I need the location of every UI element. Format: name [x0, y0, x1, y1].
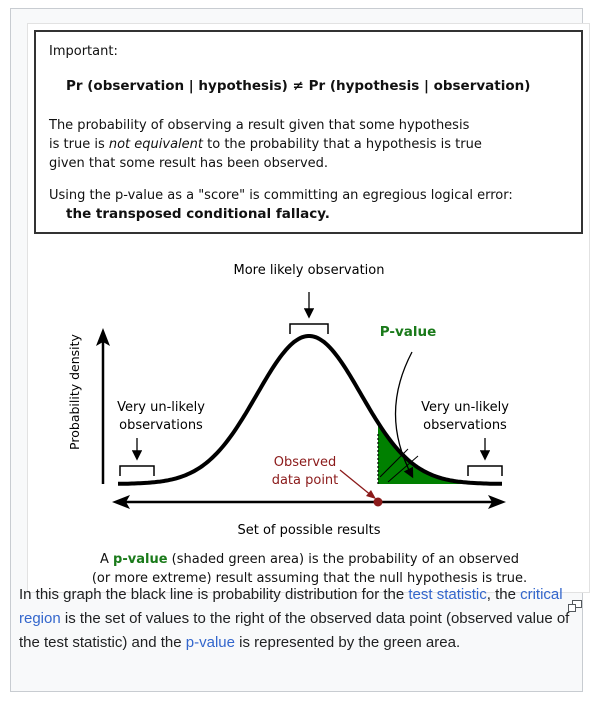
figure-caption-b: (shaded green area) is the probability of an observed	[167, 552, 519, 567]
thumbnail-caption	[19, 583, 574, 655]
p-value-link[interactable]: p-value	[185, 634, 235, 651]
figure-image[interactable]	[27, 23, 590, 593]
observed-arrow	[340, 470, 372, 496]
important-heading: Important:	[49, 44, 118, 59]
p-value-label: P-value	[379, 324, 437, 340]
caption-text-4: is represented by the green area.	[234, 634, 461, 651]
left-tail-bracket	[120, 466, 154, 476]
fallacy-line-1: Using the p-value as a "score" is committing an egregious logical error:	[49, 188, 513, 203]
caption-text-2: , the	[486, 586, 521, 603]
x-axis-label: Set of possible results	[237, 523, 381, 538]
explanation-line-2a: is true is	[49, 137, 109, 152]
observed-data-point	[374, 498, 383, 507]
left-unlikely-line-1: Very un-likely	[117, 400, 205, 415]
explanation-paragraph	[49, 116, 569, 173]
figure-caption-pvalue: p-value	[113, 552, 168, 567]
caption-text-3: is the set of values to the right of the observed data point (observed value of the test statistic) and the	[19, 610, 570, 651]
right-tail-bracket	[468, 466, 502, 476]
test-statistic-link[interactable]: test statistic	[408, 586, 487, 603]
observed-arrowhead	[366, 490, 376, 499]
critical-region-link[interactable]: critical region	[19, 586, 563, 627]
right-unlikely-line-2: observations	[423, 418, 507, 433]
explanation-line-1: The probability of observing a result given that some hypothesis	[49, 118, 470, 133]
right-unlikely-line-1: Very un-likely	[421, 400, 509, 415]
fallacy-paragraph	[49, 186, 569, 224]
peak-bracket	[290, 324, 328, 334]
important-note-box	[34, 30, 583, 234]
left-unlikely-line-2: observations	[119, 418, 203, 433]
caption-text-1: In this graph the black line is probability distribution for the	[19, 586, 409, 603]
explanation-line-2b: to the probability that a hypothesis is true	[203, 137, 482, 152]
distribution-diagram	[28, 244, 591, 544]
fallacy-name: the transposed conditional fallacy.	[66, 206, 330, 222]
observed-label-line-1: Observed	[273, 455, 337, 470]
explanation-emphasis: not equivalent	[108, 137, 203, 152]
y-axis-label: Probability density	[67, 334, 82, 450]
figure-caption-a: A	[100, 552, 114, 567]
explanation-line-3: given that some result has been observed.	[49, 156, 329, 171]
figure-caption-c: (or more extreme) result assuming that the null hypothesis is true.	[91, 571, 528, 586]
observed-label-line-2: data point	[271, 473, 339, 488]
more-likely-label: More likely observation	[233, 263, 385, 278]
conditional-formula: Pr (observation | hypothesis) ≠ Pr (hypothesis | observation)	[66, 78, 531, 94]
